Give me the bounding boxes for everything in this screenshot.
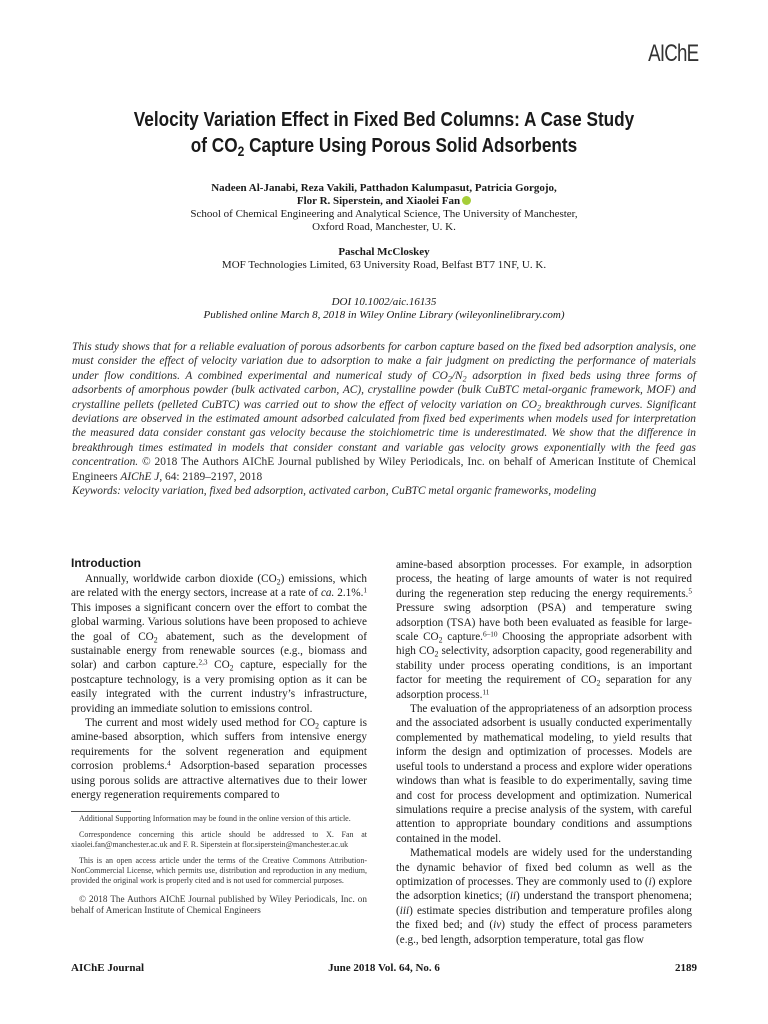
title-line-1: Velocity Variation Effect in Fixed Bed Columns: A Case Study bbox=[133, 109, 635, 131]
abstract: This study shows that for a reliable evaluation of porous adsorbents for carbon capture based on the fixed bed adsorption analysis, one must consider the effect of velocity variation due to adsorption to make a fair judgment on predicting the performance of materials under flow conditions. A combined experimental and numerical study of $CO_2/N_2$ adsorption in fixed beds using three forms of adsorbents of amorphous powder (bulk activated carbon, AC), crystalline powder (bulk CuBTC metal-organic framework, MOF) and crystalline pellets (pelleted CuBTC) was carried out to show the effect of velocity variation on $CO_2$ breakthrough curves. Significant deviations are observed in the estimated amount adsorbed calculated from fixed bed experiments when models used for interpretation the measured data consider constant gas velocity because the stoichiometric time is underestimated. We show that the difference in breakthrough times estimated in models that consider constant and variable gas velocity grows exponentially with the feed gas concentration. © 2018 The Authors AIChE Journal published by Wiley Periodicals, Inc. on behalf of American Institute of Chemical Engineers AIChE J, 64: 2189–2197, 2018 Keywords: velocity variation, fixed bed adsorption, activated carbon, CuBTC metal organic frameworks, modeling bbox=[72, 341, 697, 498]
footer-issue: June 2018 Vol. 64, No. 6 bbox=[328, 962, 440, 974]
paragraph: amine-based absorption processes. For example, in adsorption process, the heating of large amounts of water is not required during the regeneration step reducing the energy requirements.$^5$ Pressure swing adsorption (PSA) and temperature swing adsorption (TSA) have both been evaluated as feasible for large-scale $CO_2$ capture.$^{6-10}$ Choosing the appropriate adsorbent with high $CO_2$ selectivity, adsorption capacity, good regenerability and stability under process operating conditions, is an important factor for meeting the requirement of $CO_2$ separation for any adsorption process.$^{11}$ bbox=[396, 559, 692, 701]
right-column-text bbox=[396, 558, 692, 947]
authors-line-2: Flor R. Siperstein, and Xiaolei Fan bbox=[60, 195, 708, 208]
author-2: Paschal McCloskey bbox=[338, 246, 430, 258]
affiliation-1-line-1: School of Chemical Engineering and Analytical Science, The University of Manchester, bbox=[190, 208, 578, 220]
orcid-icon[interactable] bbox=[462, 196, 471, 205]
footnote-divider bbox=[71, 811, 131, 812]
doi[interactable]: DOI 10.1002/aic.16135 bbox=[331, 296, 437, 308]
abstract-copyright: © 2018 The Authors AIChE Journal published by Wiley Periodicals, Inc. on behalf of American Institute of Chemical Engineers bbox=[72, 456, 696, 483]
left-column-text bbox=[71, 572, 367, 803]
paragraph: The evaluation of the appropriateness of an adsorption process and the associated adsorbent is usually conducted experimentally complemented by mathematical modeling, to yield results that inform the design and optimization of processes. Models are useful tools to understand a process and explore wider operations windows than what is feasible to do experimentally, saving time and cost for process development and optimization. Numerical simulations require a precise analysis of the system, with careful attention to appropriate boundary conditions and assumptions contained in the model. bbox=[396, 703, 692, 845]
paragraph: The current and most widely used method for $CO_2$ capture is amine-based absorption, which suffers from intensive energy requirements for the solvent regeneration and equipment corrosion problems.$^4$ Adsorption-based separation processes using porous solids are attractive alternatives due to their lower energy regeneration requirements compared to bbox=[71, 717, 367, 802]
paragraph: Annually, worldwide carbon dioxide $(CO_2)$ emissions, which are related with the energy sectors, increase at a rate of ca. 2.1%.$^1$ This imposes a significant concern over the effort to combat the global warming. Various solutions have been proposed to achieve the goal of $CO_2$ abatement, such as the development of sustainable energy from renewable sources (e.g., biomass and solar) and carbon capture.$^{2,3}$ $CO_2$ capture, especially for the postcapture technology, is a very promising option as it can be easily integrated with the current industry’s infrastructure, providing an immediate solution to emissions control. bbox=[71, 573, 368, 715]
journal-brand: AIChE bbox=[647, 40, 698, 67]
keywords: Keywords: velocity variation, fixed bed adsorption, activated carbon, CuBTC metal organic frameworks, modeling bbox=[72, 485, 597, 498]
footer-page-number: 2189 bbox=[675, 962, 697, 974]
title-line-2: of $CO_2$ Capture Using Porous Solid Adsorbents bbox=[190, 135, 578, 160]
published-line: Published online March 8, 2018 in Wiley Online Library (wileyonlinelibrary.com) bbox=[203, 309, 565, 321]
affiliation-1-line-2: Oxford Road, Manchester, U. K. bbox=[312, 221, 456, 233]
authors-line-1: Nadeen Al-Janabi, Reza Vakili, Patthadon Kalumpasut, Patricia Gorgojo, bbox=[211, 182, 557, 194]
section-heading-introduction: Introduction bbox=[71, 556, 141, 570]
affiliation-2: MOF Technologies Limited, 63 University Road, Belfast BT7 1NF, U. K. bbox=[221, 259, 547, 271]
article-title bbox=[40, 107, 728, 159]
paragraph: Mathematical models are widely used for the understanding the dynamic behavior of fixed bed column as well as the optimization of processes. They are commonly used to (i) explore the adsorption kinetics; (ii) understand the transport phenomena; (iii) estimate species distribution and temperature profiles along the fixed bed; and (iv) study the effect of process parameters (e.g., bed length, adsorption temperature, total gas flow bbox=[396, 847, 693, 946]
footer-journal: AIChE Journal bbox=[71, 962, 145, 974]
footnotes: Additional Supporting Information may be found in the online version of this article. Correspondence concerning this article should be addressed to X. Fan at xiaolei.fan@manchester.ac.uk and F. R. Siperstein at flor.siperstein@manchester.ac.uk This is an open access article under the terms of the Creative Commons Attribution-NonCommercial License, which permits use, distribution and reproduction in any medium, provided the original work is properly cited and is not used for commercial purposes. © 2018 The Authors AIChE Journal published by Wiley Periodicals, Inc. on behalf of American Institute of Chemical Engineers bbox=[71, 814, 367, 915]
